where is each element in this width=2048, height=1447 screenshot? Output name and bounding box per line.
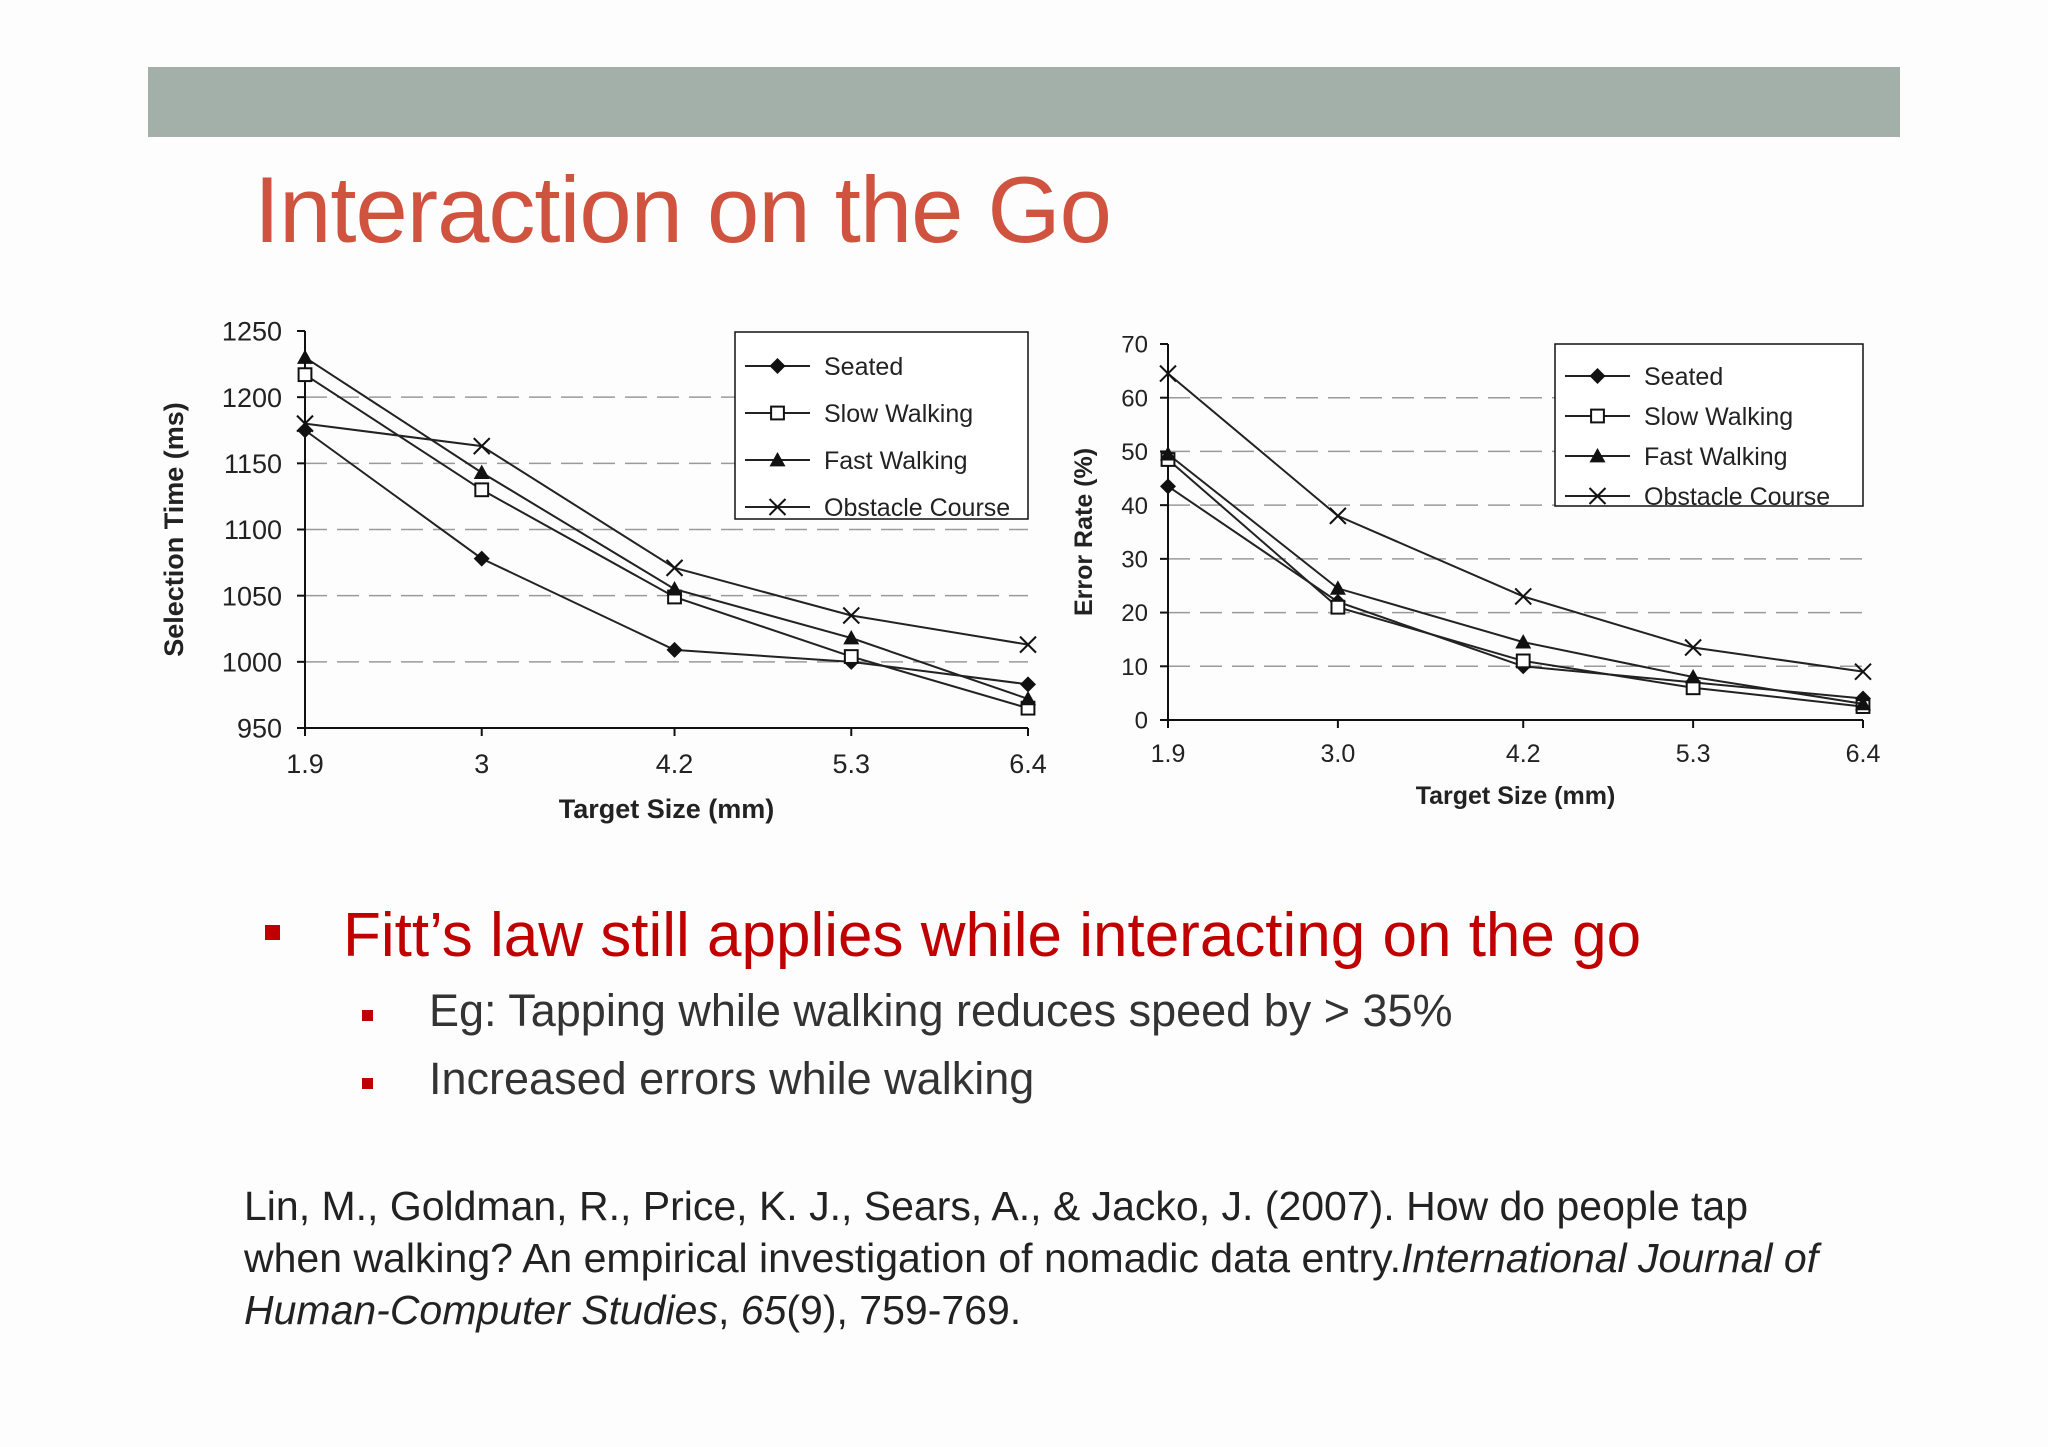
legend — [1555, 344, 1863, 511]
x-axis-label: Target Size (mm) — [558, 794, 775, 824]
x-tick-label: 4.2 — [1505, 740, 1541, 768]
y-tick-label: 10 — [1121, 653, 1148, 681]
y-tick-label: 40 — [1121, 492, 1148, 520]
slide-title: Interaction on the Go — [254, 157, 1111, 262]
legend-item-slow-walking-marker — [1591, 410, 1604, 423]
x-tick-label: 3 — [474, 749, 490, 779]
x-tick-label: 1.9 — [1150, 740, 1186, 768]
series-fast-walking-point — [1330, 580, 1346, 594]
citation — [244, 1180, 1824, 1336]
legend-item-fast-walking-label: Fast Walking — [1644, 443, 1788, 471]
y-axis-label: Error Rate (%) — [1070, 447, 1098, 617]
bullet-main: Fitt’s law still applies while interacting on the go — [343, 901, 1642, 970]
sub-bullet-marker — [362, 1010, 373, 1021]
x-tick-label: 6.4 — [1009, 749, 1047, 779]
y-tick-label: 950 — [236, 713, 282, 744]
y-tick-label: 1100 — [223, 515, 282, 546]
citation-journal: International Journal of Human-Computer Studies — [244, 1235, 1819, 1333]
y-tick-label: 1150 — [223, 449, 282, 480]
series-obstacle-course-point — [1515, 588, 1531, 604]
bullet-marker — [265, 925, 280, 940]
legend-item-obstacle-course-label: Obstacle Course — [1644, 483, 1831, 511]
citation-volume: 65 — [740, 1287, 787, 1333]
x-axis-label: Target Size (mm) — [1415, 782, 1616, 810]
y-tick-label: 50 — [1121, 439, 1148, 467]
sub-bullet-errors: Increased errors while walking — [429, 1053, 1035, 1104]
legend-item-obstacle-course-label: Obstacle Course — [824, 494, 1011, 522]
x-tick-label: 5.3 — [1675, 740, 1711, 768]
citation-pages: (9), 759-769. — [786, 1287, 1022, 1333]
legend-item-fast-walking-label: Fast Walking — [824, 447, 968, 475]
citation-authors: Lin, M., Goldman, R., Price, K. J., Sears, A., & Jacko, J. (2007). How do people tap when walking? An empirical investigation of nomadic data entry. — [244, 1183, 1749, 1281]
y-axis-label: Selection Time (ms) — [159, 402, 189, 657]
series-obstacle-course-point — [1330, 508, 1346, 524]
legend-item-seated-label: Seated — [1644, 363, 1724, 391]
legend-item-slow-walking-label: Slow Walking — [1644, 403, 1794, 431]
legend-item-slow-walking-label: Slow Walking — [824, 400, 974, 428]
x-tick-label: 6.4 — [1845, 740, 1881, 768]
legend-item-seated-label: Seated — [824, 353, 904, 381]
citation-sep: , — [717, 1287, 741, 1333]
x-tick-label: 1.9 — [286, 749, 324, 779]
series-seated-point — [1160, 478, 1176, 494]
x-tick-label: 5.3 — [832, 749, 871, 779]
y-tick-label: 1250 — [221, 316, 282, 347]
y-tick-label: 0 — [1134, 707, 1148, 735]
y-tick-label: 1000 — [221, 647, 282, 678]
y-tick-label: 70 — [1121, 331, 1148, 359]
y-tick-label: 20 — [1121, 600, 1148, 628]
x-tick-label: 3.0 — [1320, 740, 1356, 768]
y-tick-label: 60 — [1121, 385, 1148, 413]
y-tick-label: 30 — [1121, 546, 1148, 574]
y-tick-label: 1200 — [221, 382, 282, 413]
sub-bullet-speed: Eg: Tapping while walking reduces speed by > 35% — [429, 985, 1453, 1036]
sub-bullet-marker — [362, 1078, 373, 1089]
x-tick-label: 4.2 — [655, 749, 694, 779]
series-slow-walking-point — [1517, 655, 1530, 668]
series-slow-walking-point — [1331, 601, 1344, 614]
y-tick-label: 1050 — [221, 581, 282, 612]
